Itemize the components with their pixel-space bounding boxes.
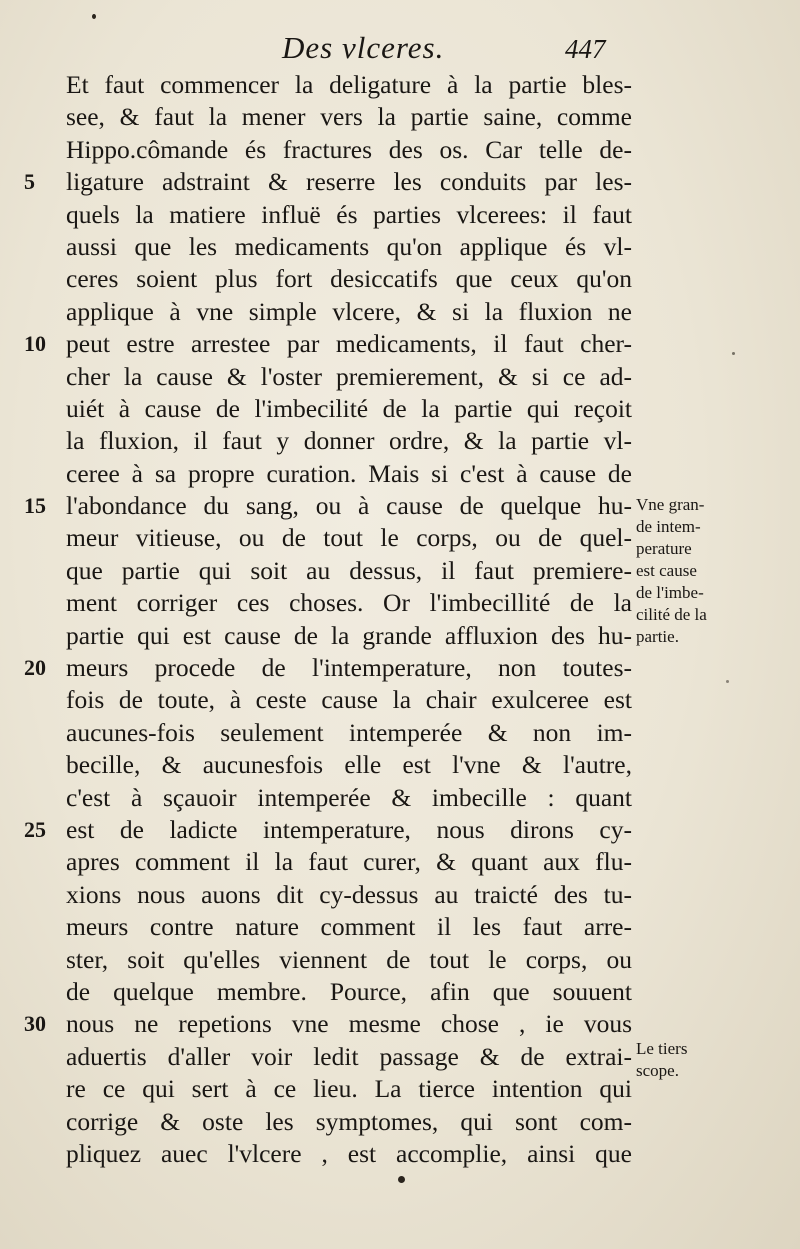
text-line: meur vitieuse, ou de tout le corps, ou de quel- [66, 523, 632, 553]
text-line: becille, & aucunesfois elle est l'vne & l'autre, [66, 750, 632, 780]
line-number-25: 25 [24, 817, 46, 842]
page-header [0, 30, 800, 70]
ink-speck [398, 1176, 405, 1183]
text-line: que partie qui soit au dessus, il faut premiere- [66, 555, 632, 585]
text-line: peut estre arrestee par medicaments, il faut cher- [66, 329, 632, 359]
text-line: meurs contre nature comment il les faut arre- [66, 912, 632, 942]
text-line: aduertis d'aller voir ledit passage & de extrai- [66, 1041, 632, 1071]
margin-note-line: de l'imbe- [636, 583, 704, 602]
margin-note-line: Vne gran- [636, 495, 705, 514]
text-line: Hippo.cômande és fractures des os. Car telle de- [66, 134, 632, 164]
line-number-5: 5 [24, 169, 35, 194]
line-number-30: 30 [24, 1011, 46, 1036]
text-line: see, & faut la mener vers la partie saine, comme [66, 102, 632, 132]
text-line: partie qui est cause de la grande affluxion des hu- [66, 620, 632, 650]
margin-note-intemperature [636, 494, 707, 648]
text-line: ceree à sa propre curation. Mais si c'est à cause de [66, 458, 632, 488]
ink-speck [732, 352, 735, 355]
text-line: c'est à sçauoir intemperée & imbecille : quant [66, 782, 632, 812]
text-line: uiét à cause de l'imbecilité de la partie qui reçoit [66, 393, 632, 423]
line-number-10: 10 [24, 331, 46, 356]
margin-note-line: est cause [636, 561, 697, 580]
margin-note-line: partie. [636, 627, 679, 646]
text-line: fois de toute, à ceste cause la chair exulceree est [66, 685, 632, 715]
line-number-20: 20 [24, 655, 46, 680]
text-line: la fluxion, il faut y donner ordre, & la partie vl- [66, 426, 632, 456]
text-line: l'abondance du sang, ou à cause de quelque hu- [66, 491, 632, 521]
text-line: pliquez auec l'vlcere , est accomplie, ainsi que [66, 1138, 632, 1168]
text-line: aucunes-fois seulement intemperée & non im- [66, 717, 632, 747]
text-line: corrige & oste les symptomes, qui sont com- [66, 1106, 632, 1136]
text-line: aussi que les medicaments qu'on applique és vl- [66, 231, 632, 261]
text-line: ligature adstraint & reserre les conduits par les- [66, 167, 632, 197]
text-line: ment corriger ces choses. Or l'imbecillité de la [66, 588, 632, 618]
text-line: Et faut commencer la deligature à la partie bles- [66, 70, 632, 99]
text-line: cher la cause & l'oster premierement, & si ce ad- [66, 361, 632, 391]
margin-note-line: de intem- [636, 517, 701, 536]
margin-note-line: perature [636, 539, 692, 558]
running-title: Des vlceres. [282, 30, 445, 65]
ink-speck [726, 680, 729, 683]
margin-note-tiers-scope [636, 1038, 687, 1082]
text-line: meurs procede de l'intemperature, non toutes- [66, 653, 632, 683]
text-line: ceres soient plus fort desiccatifs que ceux qu'on [66, 264, 632, 294]
body-text [66, 69, 632, 1170]
text-line: applique à vne simple vlcere, & si la fluxion ne [66, 296, 632, 326]
margin-note-line: Le tiers [636, 1039, 688, 1058]
text-line: xions nous auons dit cy-dessus au traicté des tu- [66, 879, 632, 909]
page-number: 447 [565, 34, 606, 64]
text-line: ster, soit qu'elles viennent de tout le corps, ou [66, 944, 632, 974]
margin-note-line: scope. [636, 1061, 679, 1080]
margin-note-line: cilité de la [636, 605, 707, 624]
text-line: re ce qui sert à ce lieu. La tierce intention qui [66, 1074, 632, 1104]
line-number-15: 15 [24, 493, 46, 518]
ink-speck [92, 14, 96, 19]
text-line: nous ne repetions vne mesme chose , ie vous [66, 1009, 632, 1039]
text-line: est de ladicte intemperature, nous dirons cy- [66, 814, 632, 844]
text-line: quels la matiere influë és parties vlcerees: il faut [66, 199, 632, 229]
text-line: apres comment il la faut curer, & quant aux flu- [66, 847, 632, 877]
text-line: de quelque membre. Pource, afin que souuent [66, 976, 632, 1006]
